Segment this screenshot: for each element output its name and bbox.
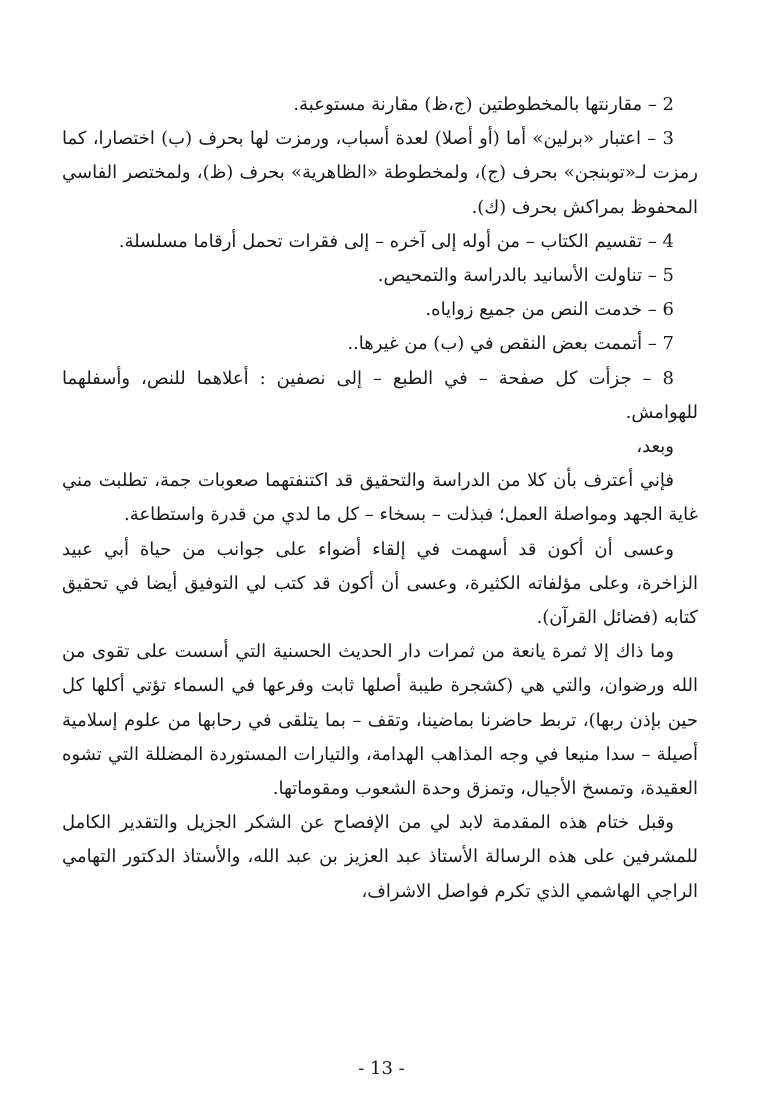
list-item-5: 5 – تناولت الأسانيد بالدراسة والتمحيص.: [377, 265, 674, 287]
list-item-6: 6 – خدمت النص من جميع زواياه.: [425, 299, 674, 321]
paragraph-transition: وبعد،: [636, 436, 674, 458]
list-item-4: 4 – تقسيم الكتاب – من أوله إلى آخره – إلى فقرات تحمل أرقاما مسلسلة.: [118, 230, 674, 252]
list-item-8: 8 – جزأت كل صفحة – في الطبع – إلى نصفين : أعلاهما للنص، وأسفلهما للهوامش.: [62, 367, 698, 423]
list-item-3: 3 – اعتبار «برلين» أما (أو أصلا) لعدة أسباب، ورمزت لها بحرف (ب) اختصارا، كما رمزت لـ«توبنجن» بحرف (ج)، ولمخطوطة «الظاهرية» بحرف (ظ)، ولمختصر الفاسي المحفوظ بمراكش بحرف (ك).: [62, 128, 698, 218]
paragraph: وقبل ختام هذه المقدمة لابد لي من الإفصاح عن الشكر الجزيل والتقدير الكامل للمشرفين على هذه الرسالة الأستاذ عبد العزيز بن عبد الله، والأستاذ الدكتور التهامي الراجي الهاشمي الذي تكرم فواصل الاشراف،: [62, 812, 698, 902]
paragraph: وما ذاك إلا ثمرة يانعة من ثمرات دار الحديث الحسنية التي أسست على تقوى من الله ورضوان، والتي هي (كشجرة طيبة أصلها ثابت وفرعها في السماء تؤتي أكلها كل حين بإذن ربها)، تربط حاضرنا بماضينا، وتقف – بما يتلقى في رحابها من علوم إسلامية أصيلة – سدا منيعا في وجه المذاهب الهدامة، والتيارات المستوردة المضللة التي تشوه العقيدة، وتمسخ الأجيال، وتمزق وحدة الشعوب ومقوماتها.: [62, 641, 698, 800]
paragraph: فإني أعترف بأن كلا من الدراسة والتحقيق قد اكتنفتهما صعوبات جمة، تطلبت مني غاية الجهد ومواصلة العمل؛ فبذلت – بسخاء – كل ما لدي من قدرة واستطاعة.: [62, 470, 698, 526]
paragraph: وعسى أن أكون قد أسهمت في إلقاء أضواء على جوانب من حياة أبي عبيد الزاخرة، وعلى مؤلفاته الكثيرة، وعسى أن أكون قد كتب لي التوفيق أيضا في تحقيق كتابه (فضائل القرآن).: [62, 538, 698, 629]
list-item-2: 2 – مقارنتها بالمخطوطتين (ج،ظ) مقارنة مستوعبة.: [293, 94, 674, 115]
page-number: - 13 -: [358, 1058, 405, 1079]
list-item-7: 7 – أتممت بعض النقص في (ب) من غيرها..: [347, 333, 674, 355]
body-text: [62, 88, 698, 909]
